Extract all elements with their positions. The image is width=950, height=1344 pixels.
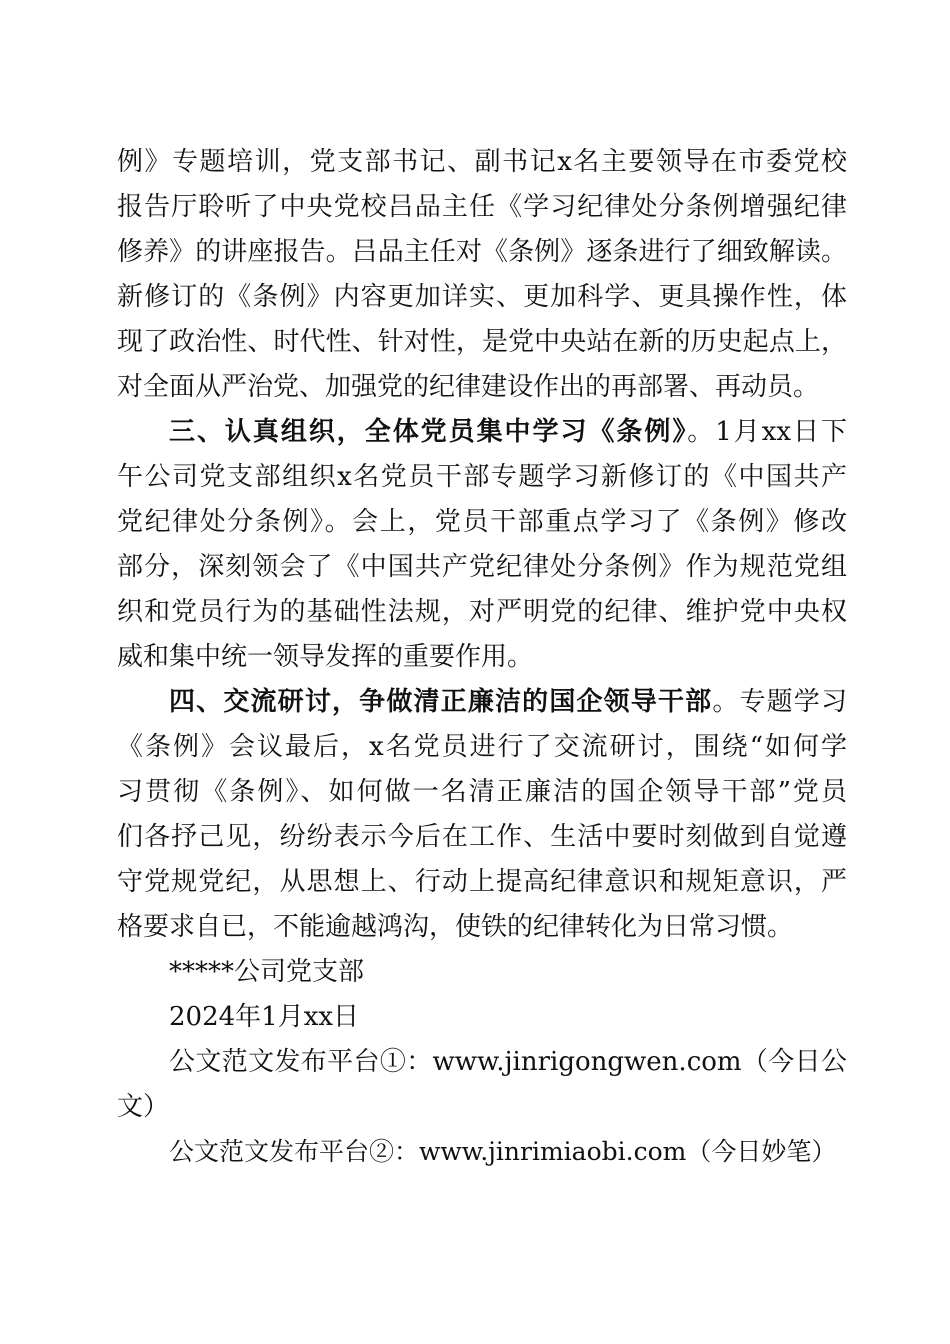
section-3-line-3: 党纪律处分条例》。会上，党员干部重点学习了《条例》修改 [117, 507, 847, 537]
paragraph-1-line-4: 新修订的《条例》内容更加详实、更加科学、更具操作性，体 [117, 282, 847, 312]
paragraph-1-line-5: 现了政治性、时代性、针对性，是党中央站在新的历史起点上， [117, 327, 847, 357]
section-4-line-5: 守党规党纪，从思想上、行动上提高纪律意识和规矩意识，严 [117, 867, 847, 897]
paragraph-1-line-1: 例》专题培训，党支部书记、副书记x名主要领导在市委党校 [117, 147, 847, 177]
section-4-first-line [169, 682, 847, 722]
section-4-line-6: 格要求自已，不能逾越鸿沟，使铁的纪律转化为日常习惯。 [117, 912, 794, 942]
paragraph-1-line-6: 对全面从严治党、加强党的纪律建设作出的再部署、再动员。 [117, 372, 820, 402]
section-3-line-4: 部分，深刻领会了《中国共产党纪律处分条例》作为规范党组 [117, 552, 847, 582]
signature-org: *****公司党支部 [169, 957, 365, 987]
section-4-line-4: 们各抒己见，纷纷表示今后在工作、生活中要时刻做到自觉遵 [117, 822, 847, 852]
platform-1-line-2: 文） [117, 1092, 170, 1122]
paragraph-1-line-3: 修养》的讲座报告。吕品主任对《条例》逐条进行了细致解读。 [117, 237, 847, 267]
section-3-line-5: 织和党员行为的基础性法规，对严明党的纪律、维护党中央权 [117, 597, 847, 627]
section-3-line-2: 午公司党支部组织x名党员干部专题学习新修订的《中国共产 [117, 462, 847, 492]
section-4-line-3: 习贯彻《条例》、如何做一名清正廉洁的国企领导干部”党员 [117, 777, 847, 807]
section-3-line-6: 威和集中统一领导发挥的重要作用。 [117, 642, 534, 672]
section-3-first-line [169, 412, 847, 452]
platform-1-line-1: 公文范文发布平台①：www.jinrigongwen.com（今日公 [169, 1047, 847, 1077]
section-3-heading: 三、认真组织，全体党员集中学习《条例》 [169, 417, 688, 447]
paragraph-1-line-2: 报告厅聆听了中央党校吕品主任《学习纪律处分条例增强纪律 [117, 192, 847, 222]
section-4-first-line-rest: 。专题学习 [712, 687, 847, 717]
section-3-first-line-rest: 。1月xx日下 [687, 417, 847, 447]
platform-2: 公文范文发布平台②：www.jinrimiaobi.com（今日妙笔） [169, 1137, 837, 1166]
section-4-heading: 四、交流研讨，争做清正廉洁的国企领导干部 [169, 687, 713, 717]
signature-date: 2024年1月xx日 [169, 1002, 360, 1032]
section-4-line-2: 《条例》会议最后，x名党员进行了交流研讨，围绕“如何学 [117, 732, 847, 762]
